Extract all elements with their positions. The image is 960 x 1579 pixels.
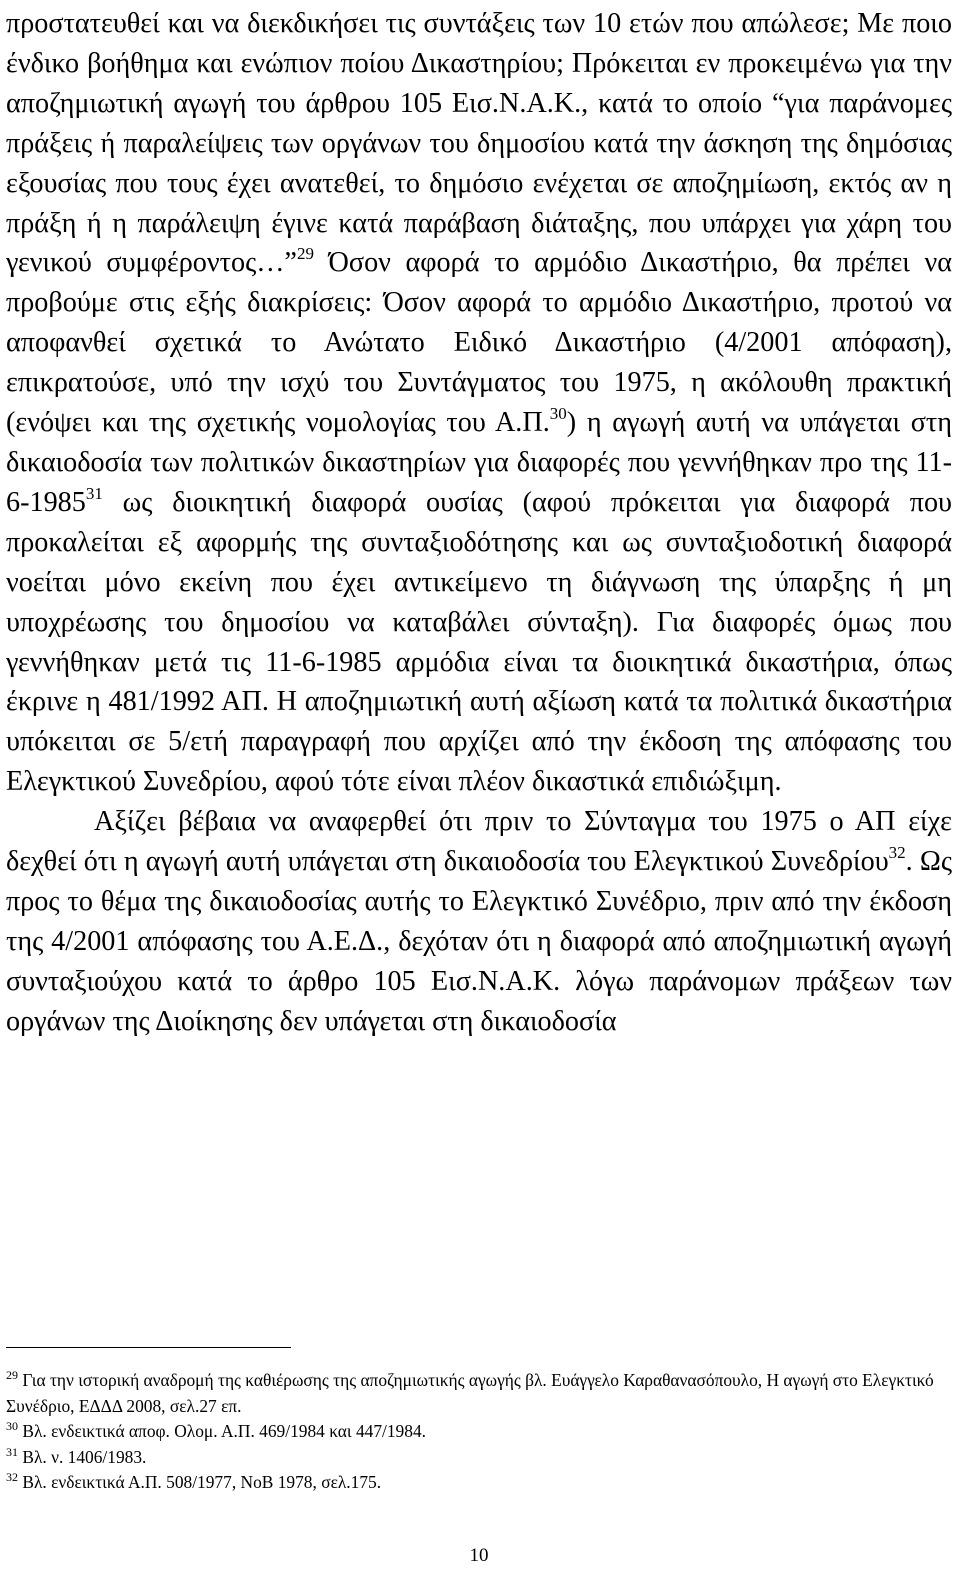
text-run: προστατευθεί και να διεκδικήσει τις συντάξεις των 10 ετών που απώλεσε; Με ποιο ένδικο βοήθημα και ενώπιον ποίου Δικαστηρίου; Πρόκειται εν προκειμένω για την αποζημιωτική αγωγή του άρθρου 105 Εισ.Ν.Α.Κ., κατά το οποίο “για παράνομες πράξεις ή παραλείψεις των οργάνων του δημοσίου κατά την άσκηση της δημόσιας εξουσίας που τους έχει ανατεθεί, το δημόσιο ενέχεται σε αποζημίωση, εκτός αν η πράξη ή η παράλειψη έγινε κατά παράβαση διάταξης, που υπάρχει για χάρη του γενικού συμφέροντος…” — [6, 8, 952, 279]
footnote-text: Για την ιστορική αναδρομή της καθιέρωσης της αποζημιωτικής αγωγής βλ. Ευάγγελο Καραθανασόπουλο, Η αγωγή στο Ελεγκτικό Συνέδριο, ΕΔΔΔ 2008, σελ.27 επ. — [6, 1370, 934, 1416]
footnote-reference: 30 — [549, 403, 567, 423]
footnote-number: 29 — [6, 1367, 18, 1382]
footnote — [6, 1445, 952, 1471]
footnotes — [6, 1368, 952, 1496]
text-run: Αξίζει βέβαια να αναφερθεί ότι πριν το Σύνταγμα του 1975 ο ΑΠ είχε δεχθεί ότι η αγωγή αυτή υπάγεται στη δικαιοδοσία του Ελεγκτικού Συνεδρίου — [6, 806, 952, 878]
footnote — [6, 1419, 952, 1445]
footnote-separator — [6, 1347, 291, 1348]
footnote-number: 32 — [6, 1469, 18, 1484]
text-run: ως διοικητική διαφορά ουσίας (αφού πρόκειται για διαφορά που προκαλείται εξ αφορμής της συνταξιοδότησης και ως συνταξιοδοτική διαφορά νοείται μόνο εκείνη που έχει αντικείμενο τη διάγνωση της ύπαρξης ή μη υποχρέωσης του δημοσίου να καταβάλει σύνταξη). Για διαφορές όμως που γεννήθηκαν μετά τις 11-6-1985 αρμόδια είναι τα διοικητικά δικαστήρια, όπως έκρινε η 481/1992 ΑΠ. Η αποζημιωτική αυτή αξίωση κατά τα πολιτικά δικαστήρια υπόκειται σε 5/ετή παραγραφή που αρχίζει από την έκδοση της απόφασης του Ελεγκτικού Συνεδρίου, αφού τότε είναι πλέον δικαστικά επιδιώξιμη. — [6, 486, 952, 798]
footnote-reference: 31 — [85, 483, 103, 503]
footnote-reference: 29 — [296, 244, 314, 264]
footnote — [6, 1368, 952, 1419]
footnote-text: Βλ. ενδεικτικά αποφ. Ολομ. Α.Π. 469/1984 και 447/1984. — [22, 1421, 426, 1441]
footnote-text: Βλ. ν. 1406/1983. — [22, 1446, 147, 1467]
text-run: Όσον αφορά το αρμόδιο Δικαστήριο, θα πρέπει να προβούμε στις εξής διακρίσεις: Όσον αφορά το αρμόδιο Δικαστήριο, προτού να αποφανθεί σχετικά το Ανώτατο Ειδικό Δικαστήριο (4/2001 απόφαση), επικρατούσε, υπό την ισχύ του Συντάγματος του 1975, η ακόλουθη πρακτική (ενόψει και της σχετικής νομολογίας του Α.Π. — [6, 247, 953, 439]
text-run: . Ως προς το θέμα της δικαιοδοσίας αυτής το Ελεγκτικό Συνέδριο, πριν από την έκδοση της 4/2001 απόφασης του Α.Ε.Δ., δεχόταν ότι η διαφορά από αποζημιωτική αγωγή συνταξιούχου κατά το άρθρο 105 Εισ.Ν.Α.Κ. λόγω παράνομων πράξεων των οργάνων της Διοίκησης δεν υπάγεται στη δικαιοδοσία — [6, 846, 952, 1037]
footnote-number: 31 — [6, 1444, 18, 1459]
footnote-text: Βλ. ενδεικτικά Α.Π. 508/1977, ΝοΒ 1978, σελ.175. — [22, 1472, 382, 1492]
footnote-number: 30 — [6, 1418, 18, 1433]
body-paragraph — [6, 4, 952, 802]
footnote — [6, 1470, 952, 1496]
footnote-reference: 32 — [888, 842, 906, 862]
page-number: 10 — [469, 1545, 489, 1566]
body-paragraph — [6, 802, 952, 1041]
body-text — [6, 4, 952, 1042]
text-run: ) η αγωγή αυτή να υπάγεται στη δικαιοδοσία των πολιτικών δικαστηρίων για διαφορές που γεννήθηκαν προ της 11-6-1985 — [6, 407, 952, 518]
